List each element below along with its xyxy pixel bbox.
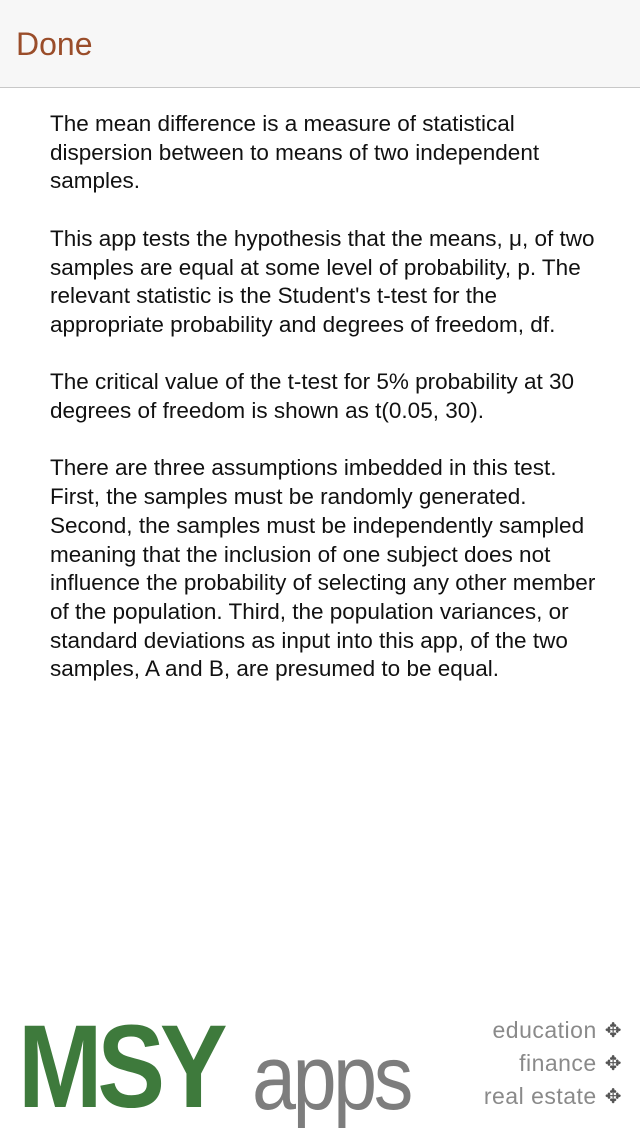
logo-apps-text: apps — [252, 1027, 410, 1129]
paragraph-definition: The mean difference is a measure of statistical dispersion between to means of two independent samples. — [50, 111, 540, 194]
tagline-education — [484, 1014, 622, 1047]
help-text — [50, 110, 610, 713]
paragraph-assumptions: There are three assumptions imbedded in this test. First, the samples must be randomly generated. Second, the samples must be independently sampled meaning that the inclusion of one subject does not influence the probability of selecting any other member of the population. Third, the population variances, or standard deviations as input into this app, of the two samples, A and B, are presumed to be equal. — [50, 455, 596, 682]
four-diamond-icon: ✥ — [604, 1020, 622, 1042]
paragraph-hypothesis: This app tests the hypothesis that the means, μ, of two samples are equal at some level of probability, p. The relevant statistic is the Student's t-test for the appropriate probability and degrees of freedom, df. — [50, 225, 595, 337]
navigation-bar — [0, 0, 640, 88]
tagline-finance — [484, 1047, 622, 1080]
tagline-finance-label: finance — [519, 1050, 597, 1076]
four-diamond-icon: ✥ — [604, 1086, 622, 1108]
msyapps-logo — [18, 1001, 448, 1133]
paragraph-critical-value: The critical value of the t-test for 5% probability at 30 degrees of freedom is shown as t(0.05, 30). — [50, 369, 575, 423]
tagline-real-estate — [484, 1080, 622, 1113]
tagline-education-label: education — [492, 1017, 597, 1043]
taglines — [484, 1014, 622, 1113]
logo-msy-text: MSY — [18, 1001, 223, 1133]
four-diamond-icon: ✥ — [604, 1053, 622, 1075]
tagline-real-estate-label: real estate — [483, 1083, 597, 1109]
done-button[interactable]: Done — [16, 26, 93, 62]
